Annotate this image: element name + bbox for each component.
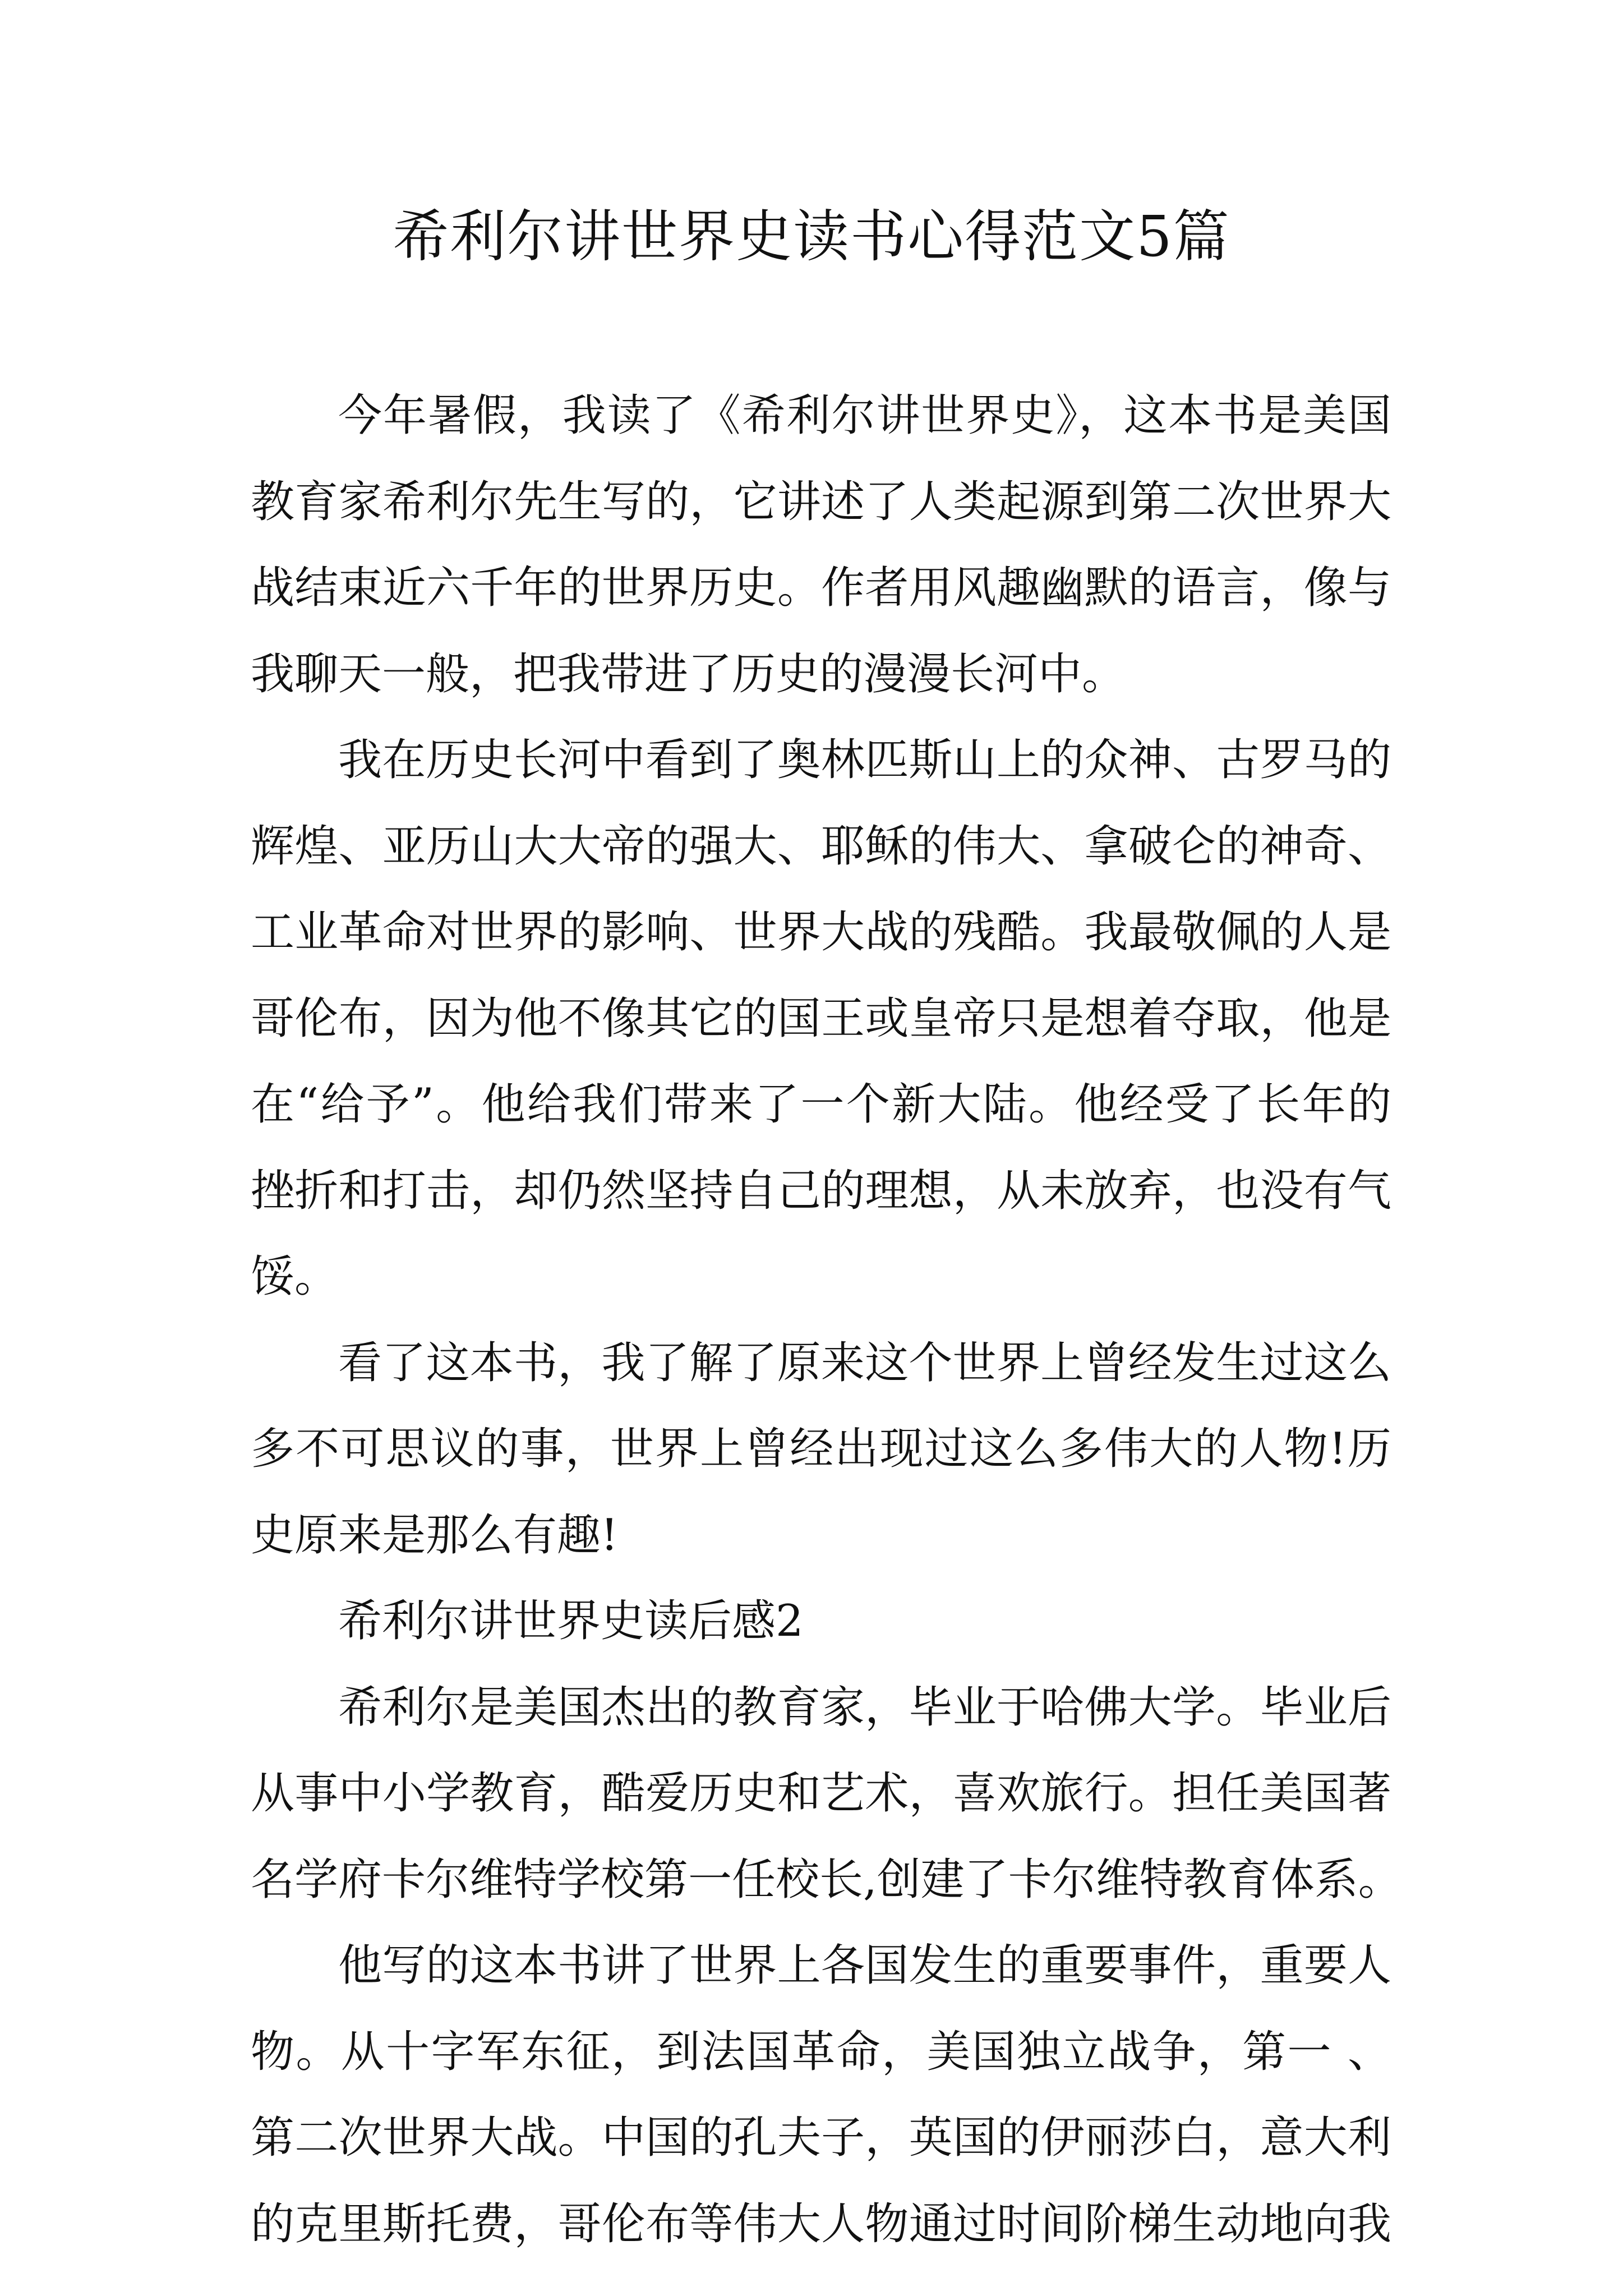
text-line: 他写的这本书讲了世界上各国发生的重要事件，重要人: [338, 1940, 1391, 1991]
text-line: 物。从十字军东征，到法国革命，美国独立战争，第一 、: [251, 2026, 1391, 2077]
paragraph-2: [251, 717, 1391, 1320]
text-line: 史原来是那么有趣!: [251, 1510, 619, 1561]
text-line: 馁。: [251, 1251, 339, 1302]
paragraph-3: [251, 1320, 1391, 1579]
text-line: 辉煌、亚历山大大帝的强大、耶稣的伟大、拿破仑的神奇、: [251, 821, 1391, 872]
text-line: 第二次世界大战。中国的孔夫子，英国的伊丽莎白，意大利: [251, 2113, 1391, 2163]
paragraph-6: [251, 1923, 1391, 2267]
text-line: 从事中小学教育，酷爱历史和艺术，喜欢旅行。担任美国著: [251, 1768, 1391, 1819]
section-heading-text: 希利尔讲世界史读后感2: [338, 1596, 804, 1646]
text-line: 今年暑假，我读了《希利尔讲世界史》，这本书是美国: [338, 390, 1391, 441]
section-heading: [251, 1579, 1391, 1665]
text-line: 哥伦布，因为他不像其它的国王或皇帝只是想着夺取，他是: [251, 993, 1391, 1044]
text-line: 名学府卡尔维特学校第一任校长,创建了卡尔维特教育体系。: [251, 1854, 1402, 1905]
document-title: 希利尔讲世界史读书心得范文5篇: [393, 204, 1230, 269]
text-line: 的克里斯托费，哥伦布等伟大人物通过时间阶梯生动地向我: [251, 2198, 1391, 2249]
paragraph-1: [251, 373, 1391, 717]
document-body: [251, 373, 1402, 2267]
text-line: 多不可思议的事，世界上曾经出现过这么多伟大的人物!历: [251, 1424, 1391, 1474]
text-line: 希利尔是美国杰出的教育家，毕业于哈佛大学。毕业后: [338, 1682, 1391, 1733]
text-line: 我在历史长河中看到了奥林匹斯山上的众神、古罗马的: [338, 735, 1391, 785]
text-line: 教育家希利尔先生写的，它讲述了人类起源到第二次世界大: [251, 476, 1391, 527]
text-line: 我聊天一般，把我带进了历史的漫漫长河中。: [251, 648, 1126, 700]
paragraph-5: [251, 1665, 1402, 1924]
text-line: 挫折和打击，却仍然坚持自己的理想，从未放弃，也没有气: [251, 1165, 1391, 1216]
text-line: 战结束近六千年的世界历史。作者用风趣幽默的语言，像与: [251, 563, 1391, 613]
text-line: 工业革命对世界的影响、世界大战的残酷。我最敬佩的人是: [251, 907, 1391, 958]
text-line: 在“给予”。他给我们带来了一个新大陆。他经受了长年的: [251, 1079, 1391, 1130]
text-line: 看了这本书，我了解了原来这个世界上曾经发生过这么: [338, 1337, 1391, 1388]
